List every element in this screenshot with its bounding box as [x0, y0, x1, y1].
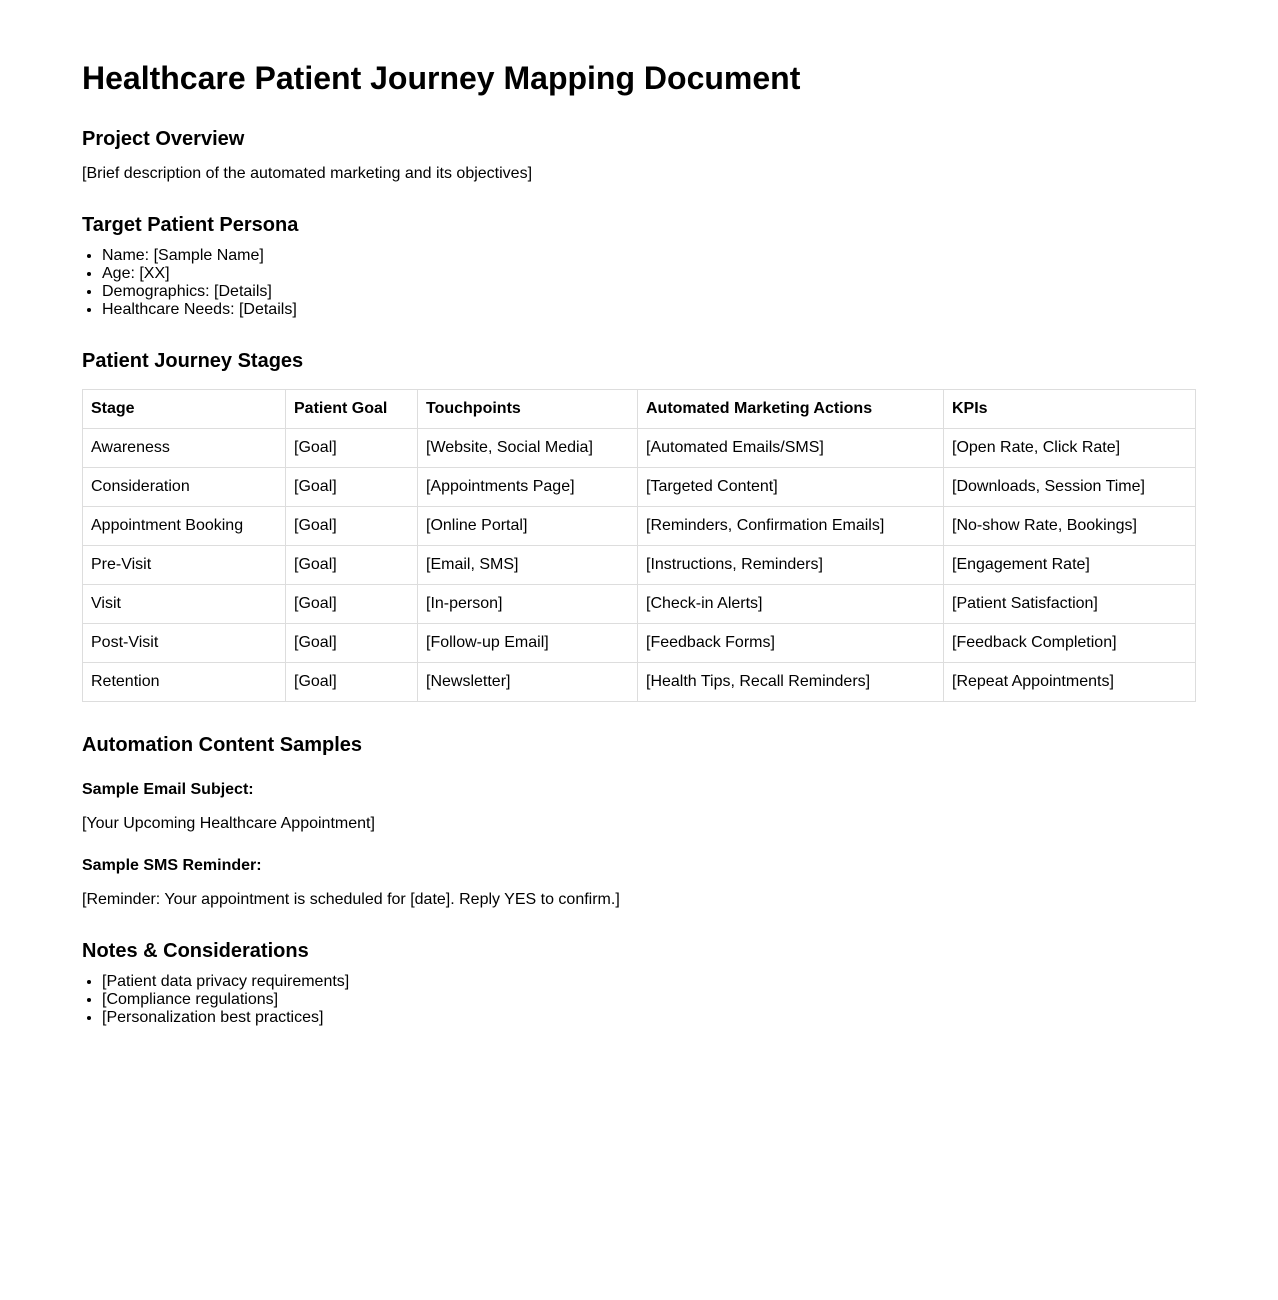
cell-stage: Post-Visit [83, 624, 286, 663]
notes-item: • [Patient data privacy requirements] [102, 973, 1196, 991]
cell-kpis: [Repeat Appointments] [944, 663, 1196, 702]
notes-heading: Notes & Considerations [82, 940, 309, 962]
persona-item-age: • Age: [XX] [102, 265, 1196, 283]
column-header-patient-goal: Patient Goal [286, 390, 418, 429]
document-title: Healthcare Patient Journey Mapping Document [82, 60, 801, 96]
content-samples-heading: Automation Content Samples [82, 734, 363, 756]
project-overview-text: [Brief description of the automated marketing and its objectives] [82, 165, 533, 182]
cell-goal: [Goal] [286, 663, 418, 702]
table-row [83, 624, 1196, 663]
persona-list [82, 247, 1196, 319]
cell-actions: [Health Tips, Recall Reminders] [638, 663, 944, 702]
cell-goal: [Goal] [286, 546, 418, 585]
table-row [83, 429, 1196, 468]
column-header-touchpoints: Touchpoints [418, 390, 638, 429]
cell-stage: Consideration [83, 468, 286, 507]
cell-actions: [Feedback Forms] [638, 624, 944, 663]
column-header-kpis: KPIs [944, 390, 1196, 429]
cell-actions: [Targeted Content] [638, 468, 944, 507]
journey-stages-heading: Patient Journey Stages [82, 350, 304, 372]
cell-stage: Awareness [83, 429, 286, 468]
cell-goal: [Goal] [286, 429, 418, 468]
table-row [83, 546, 1196, 585]
cell-stage: Pre-Visit [83, 546, 286, 585]
sample-email-heading: Sample Email Subject: [82, 781, 254, 798]
persona-item-needs: • Healthcare Needs: [Details] [102, 301, 1196, 319]
table-header-row [83, 390, 1196, 429]
cell-kpis: [Patient Satisfaction] [944, 585, 1196, 624]
sample-sms-heading: Sample SMS Reminder: [82, 857, 262, 874]
cell-kpis: [Feedback Completion] [944, 624, 1196, 663]
column-header-stage: Stage [83, 390, 286, 429]
cell-kpis: [Engagement Rate] [944, 546, 1196, 585]
column-header-marketing-actions: Automated Marketing Actions [638, 390, 944, 429]
table-row [83, 585, 1196, 624]
cell-touchpoints: [Follow-up Email] [418, 624, 638, 663]
notes-item: • [Personalization best practices] [102, 1009, 1196, 1027]
cell-goal: [Goal] [286, 585, 418, 624]
sample-sms-text: [Reminder: Your appointment is scheduled for [date]. Reply YES to confirm.] [82, 891, 620, 908]
cell-touchpoints: [Website, Social Media] [418, 429, 638, 468]
cell-stage: Retention [83, 663, 286, 702]
cell-touchpoints: [Appointments Page] [418, 468, 638, 507]
cell-stage: Appointment Booking [83, 507, 286, 546]
cell-actions: [Check-in Alerts] [638, 585, 944, 624]
cell-goal: [Goal] [286, 624, 418, 663]
table-row [83, 468, 1196, 507]
persona-item-name: • Name: [Sample Name] [102, 247, 1196, 265]
persona-heading: Target Patient Persona [82, 214, 299, 236]
cell-touchpoints: [In-person] [418, 585, 638, 624]
persona-item-demographics: • Demographics: [Details] [102, 283, 1196, 301]
cell-stage: Visit [83, 585, 286, 624]
notes-item: • [Compliance regulations] [102, 991, 1196, 1009]
table-row [83, 663, 1196, 702]
cell-kpis: [No-show Rate, Bookings] [944, 507, 1196, 546]
cell-touchpoints: [Email, SMS] [418, 546, 638, 585]
cell-goal: [Goal] [286, 468, 418, 507]
cell-touchpoints: [Online Portal] [418, 507, 638, 546]
sample-email-text: [Your Upcoming Healthcare Appointment] [82, 815, 375, 832]
cell-actions: [Instructions, Reminders] [638, 546, 944, 585]
project-overview-heading: Project Overview [82, 128, 245, 150]
cell-touchpoints: [Newsletter] [418, 663, 638, 702]
table-row [83, 507, 1196, 546]
cell-kpis: [Open Rate, Click Rate] [944, 429, 1196, 468]
notes-list [82, 973, 1196, 1027]
cell-kpis: [Downloads, Session Time] [944, 468, 1196, 507]
cell-actions: [Automated Emails/SMS] [638, 429, 944, 468]
cell-goal: [Goal] [286, 507, 418, 546]
journey-stages-table [82, 389, 1196, 702]
cell-actions: [Reminders, Confirmation Emails] [638, 507, 944, 546]
